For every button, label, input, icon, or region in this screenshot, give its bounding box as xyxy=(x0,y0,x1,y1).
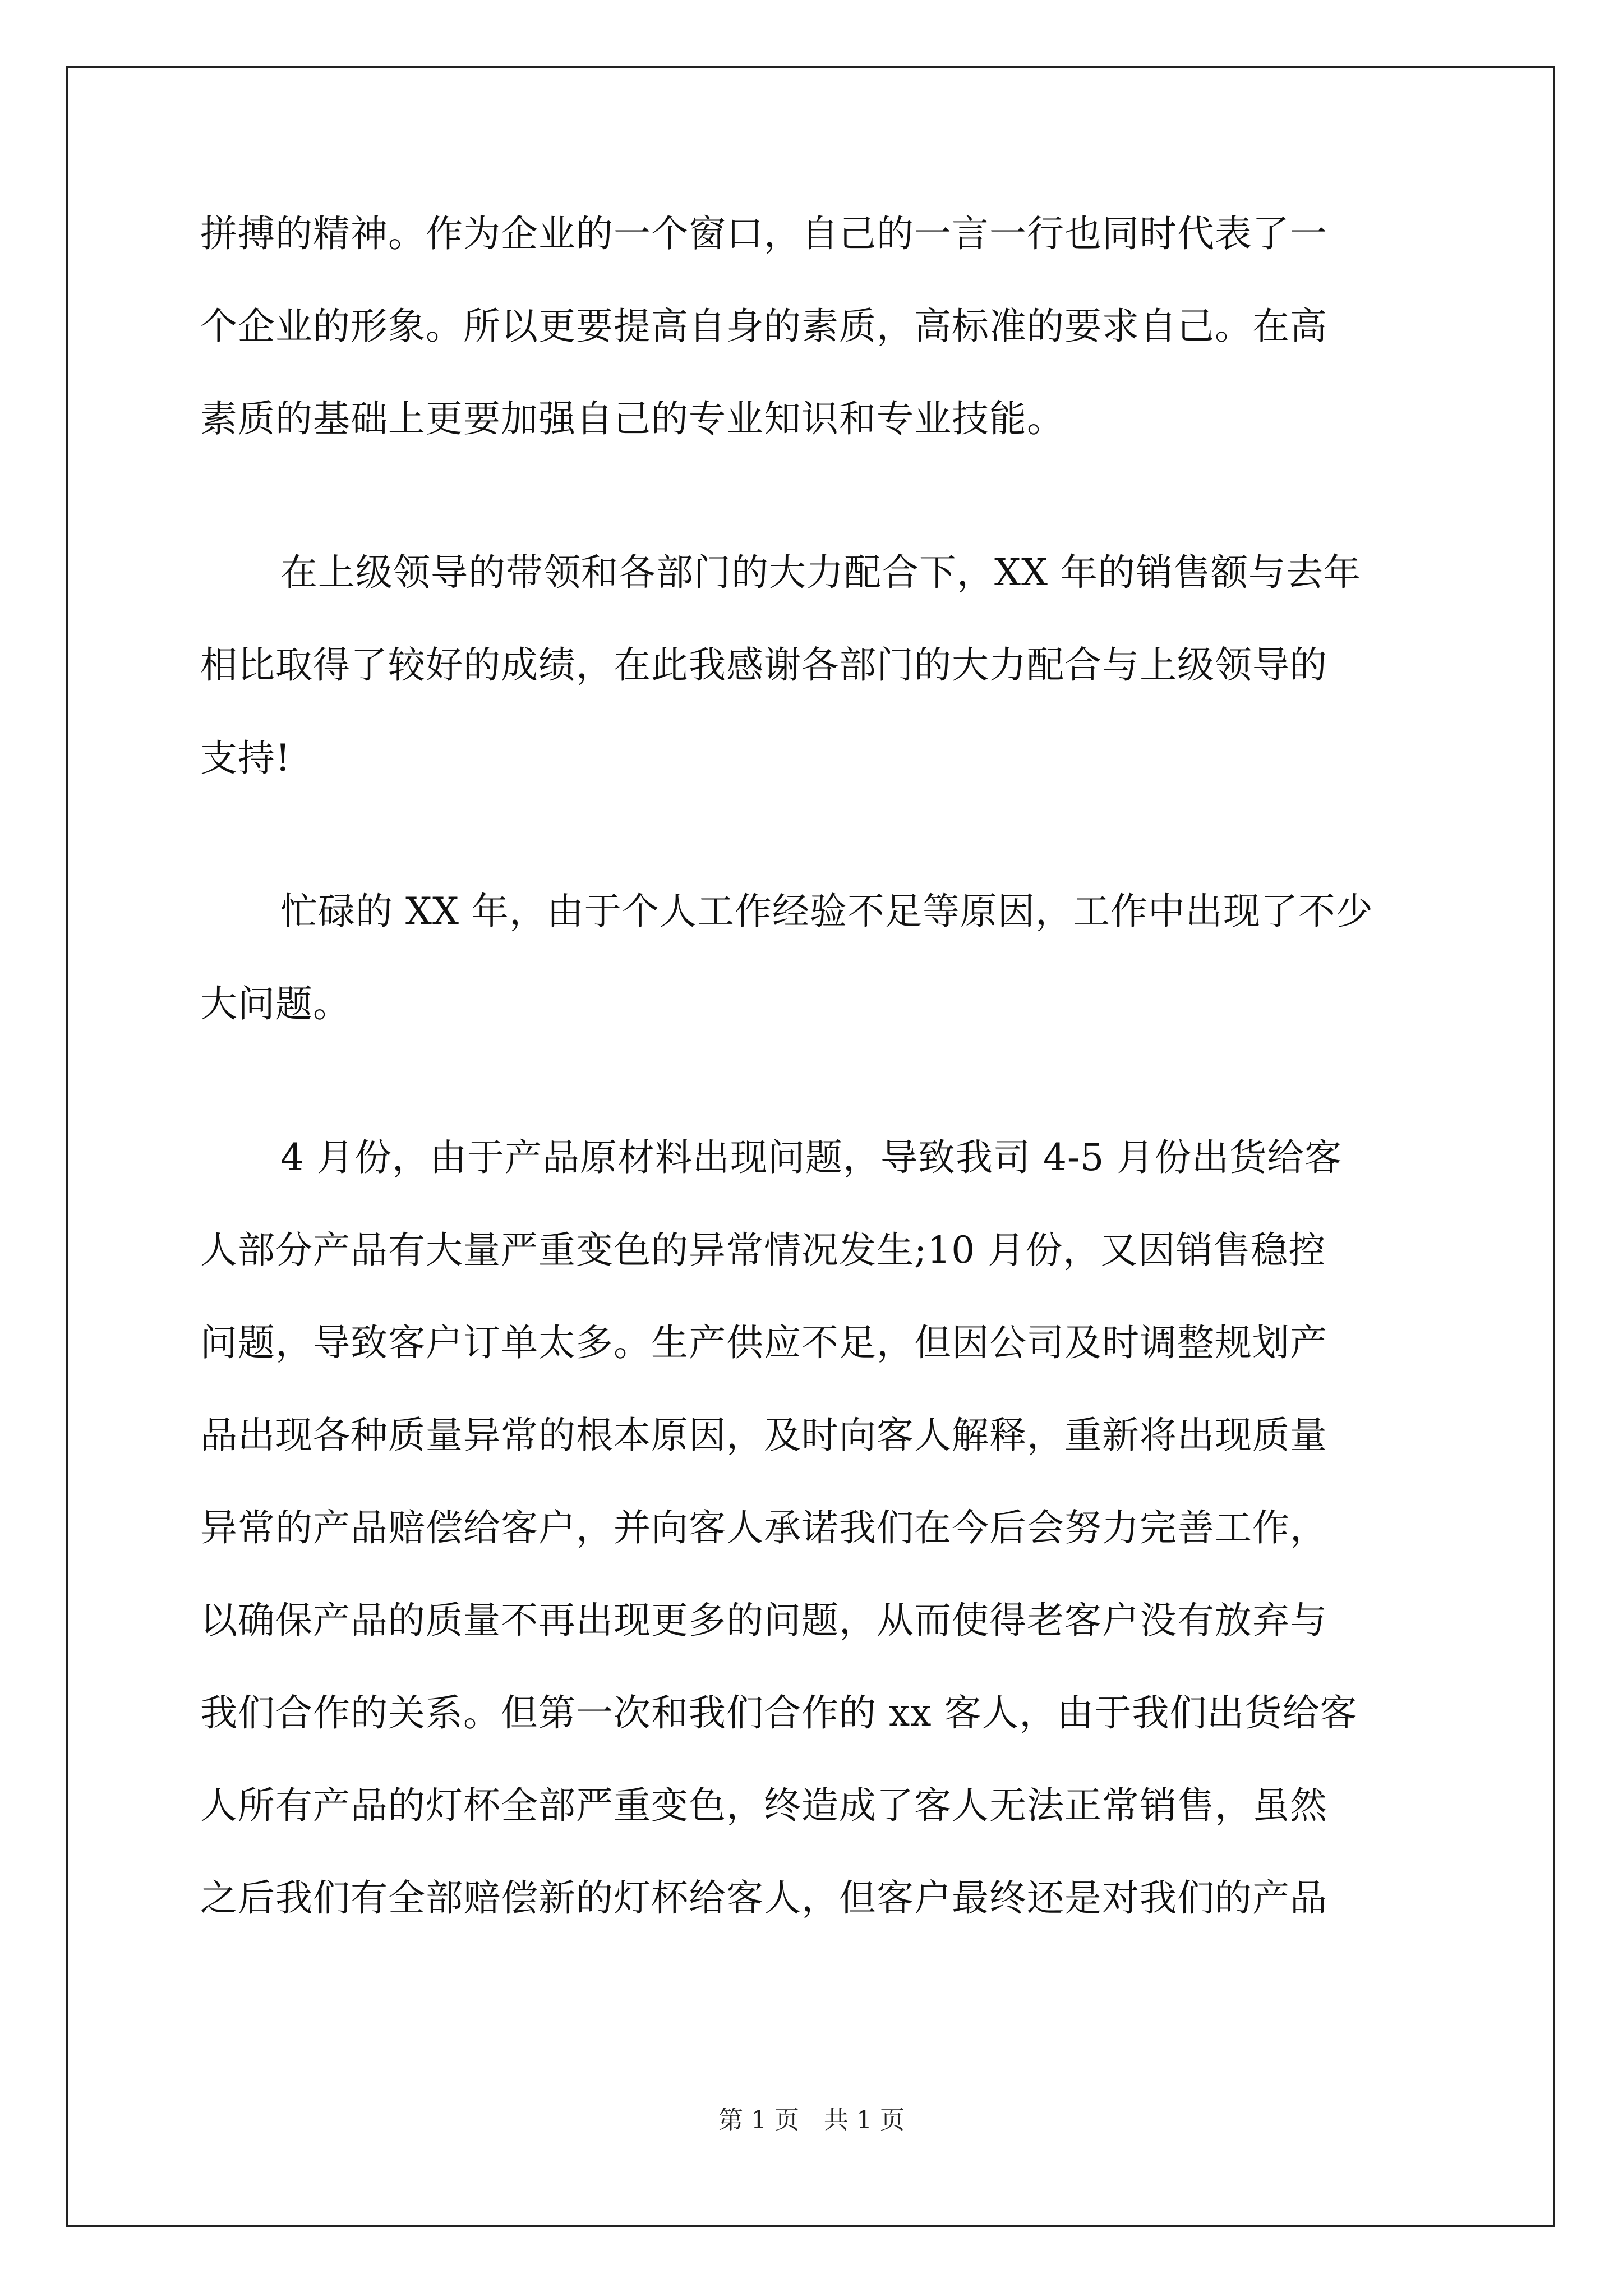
text-line-10: 人部分产品有大量严重变色的异常情况发生;10 月份，又因销售稳控 xyxy=(200,1228,1326,1272)
text-line-16: 人所有产品的灯杯全部严重变色，终造成了客人无法正常销售，虽然 xyxy=(200,1784,1327,1827)
text-line-3: 素质的基础上更要加强自己的专业知识和专业技能。 xyxy=(200,397,1064,440)
text-line-14: 以确保产品的质量不再出现更多的问题，从而使得老客户没有放弃与 xyxy=(200,1599,1327,1642)
text-line-1: 拼搏的精神。作为企业的一个窗口，自己的一言一行也同时代表了一 xyxy=(200,212,1327,255)
text-line-7: 忙碌的 XX 年，由于个人工作经验不足等原因，工作中出现了不少 xyxy=(280,890,1373,933)
text-line-13: 异常的产品赔偿给客户，并向客人承诺我们在今后会努力完善工作， xyxy=(200,1506,1327,1549)
text-line-4: 在上级领导的带领和各部门的大力配合下，XX 年的销售额与去年 xyxy=(280,551,1361,594)
page-footer: 第 1 页 共 1 页 xyxy=(718,2106,905,2134)
text-line-11: 问题，导致客户订单太多。生产供应不足，但因公司及时调整规划产 xyxy=(200,1321,1327,1364)
text-line-15: 我们合作的关系。但第一次和我们合作的 xx 客人，由于我们出货给客 xyxy=(200,1691,1358,1734)
text-line-9: 4 月份，由于产品原材料出现问题，导致我司 4-5 月份出货给客 xyxy=(280,1136,1343,1179)
text-line-6: 支持! xyxy=(200,737,291,780)
text-line-8: 大问题。 xyxy=(200,982,351,1025)
text-line-2: 个企业的形象。所以更要提高自身的素质，高标准的要求自己。在高 xyxy=(200,305,1327,348)
text-line-17: 之后我们有全部赔偿新的灯杯给客人，但客户最终还是对我们的产品 xyxy=(200,1876,1327,1920)
text-line-5: 相比取得了较好的成绩，在此我感谢各部门的大力配合与上级领导的 xyxy=(200,643,1327,687)
text-line-12: 品出现各种质量异常的根本原因，及时向客人解释，重新将出现质量 xyxy=(200,1414,1327,1457)
